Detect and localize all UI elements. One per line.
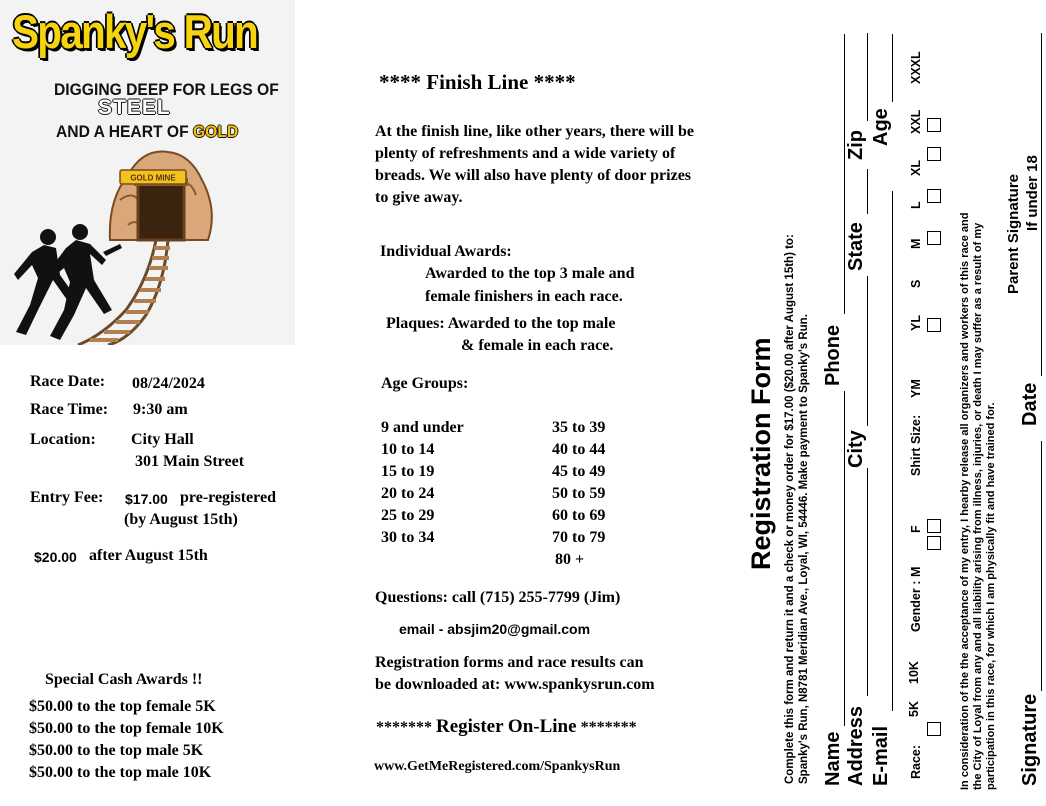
age-group-item: 9 and under — [381, 419, 464, 436]
plaques-line-2: & female in each race. — [461, 337, 614, 354]
register-stars-right: ******* — [580, 719, 637, 736]
signature-line[interactable] — [1041, 441, 1042, 691]
waiver-line: participation in this race, for which I am physically fit and have trained for. — [985, 402, 997, 790]
download-line-1: Registration forms and race results can — [375, 654, 644, 671]
state-field-line[interactable] — [867, 169, 868, 214]
age-field-line[interactable] — [892, 34, 893, 102]
waiver-line: the City of Loyal from any and all liability arising from illness, injuries, or death I may suffer as a result of my — [972, 222, 984, 790]
email-field-label: E-mail — [870, 725, 892, 786]
race-date-label: Race Date: — [30, 373, 106, 390]
individual-awards-line-1: Awarded to the top 3 male and — [425, 265, 635, 282]
shirt-size-checkbox[interactable] — [927, 318, 941, 332]
address-field-line[interactable] — [867, 468, 868, 696]
special-award-item: $50.00 to the top female 5K — [29, 698, 216, 715]
age-group-item: 30 to 34 — [381, 529, 435, 546]
shirt-size-checkbox[interactable] — [927, 189, 941, 203]
register-stars-left: ******* — [376, 719, 432, 736]
gender-m-checkbox[interactable] — [927, 536, 941, 550]
age-group-item: 45 to 49 — [552, 463, 606, 480]
entry-fee-note: (by August 15th) — [124, 511, 238, 528]
gender-f-label: F — [909, 525, 923, 533]
shirt-size-checkbox[interactable] — [927, 231, 941, 245]
individual-awards-line-2: female finishers in each race. — [425, 288, 623, 305]
race-time-value: 9:30 am — [133, 401, 188, 418]
gender-f-checkbox[interactable] — [927, 519, 941, 533]
race-10k-label: 10K — [907, 661, 921, 684]
late-fee-text: after August 15th — [89, 547, 208, 564]
race-date-value: 08/24/2024 — [132, 375, 205, 392]
age-group-item: 10 to 14 — [381, 441, 435, 458]
gender-m-label: M — [909, 566, 923, 577]
race-time-label: Race Time: — [30, 401, 109, 418]
name-field-label: Name — [822, 731, 844, 786]
late-fee-amount: $20.00 — [34, 549, 77, 565]
parent-signature-line[interactable] — [1041, 33, 1042, 296]
signature-label: Signature — [1019, 693, 1041, 786]
shirt-size-label: Shirt Size: — [909, 414, 923, 476]
gender-label: Gender : — [909, 580, 923, 632]
logo-gold: GOLD — [193, 122, 239, 141]
age-group-item: 15 to 19 — [381, 463, 435, 480]
logo-panel — [0, 0, 295, 345]
city-field-line[interactable] — [867, 276, 868, 426]
special-award-item: $50.00 to the top male 5K — [29, 742, 204, 759]
shirt-size-m: M — [909, 238, 923, 249]
finish-line-paragraph: At the finish line, like other years, there will be plenty of refreshments and a wide variety of breads. We will also have plenty of door prizes to give away. — [375, 123, 694, 206]
shirt-size-yl: YL — [909, 315, 923, 331]
gold-mine-runners-illustration — [8, 140, 293, 345]
waiver-text — [959, 213, 998, 790]
entry-fee-text: pre-registered — [180, 489, 276, 506]
shirt-size-checkbox[interactable] — [927, 147, 941, 161]
register-online-heading — [376, 716, 637, 738]
waiver-line: In consideration of the the acceptance of my entry, I hearby release all organizers and workers of this race and — [959, 212, 971, 790]
date-label: Date — [1019, 382, 1041, 426]
download-line-2[interactable]: be downloaded at: www.spankysrun.com — [375, 676, 655, 693]
age-group-item: 20 to 24 — [381, 485, 435, 502]
location-line-2: 301 Main Street — [135, 453, 245, 470]
shirt-size-xxl: XXL — [909, 109, 923, 134]
logo-steel: STEEL — [98, 96, 171, 119]
age-field-label: Age — [870, 108, 892, 146]
age-group-item: 25 to 29 — [381, 507, 435, 524]
logo-tagline-2 — [56, 122, 238, 142]
shirt-size-s: S — [909, 279, 923, 288]
email-field-line[interactable] — [892, 191, 893, 711]
shirt-size-xl: XL — [909, 160, 923, 176]
plaques-line-1: Plaques: Awarded to the top male — [386, 315, 616, 332]
special-awards-title: Special Cash Awards !! — [45, 671, 203, 688]
registration-form-title: Registration Form — [746, 337, 776, 570]
location-line-1: City Hall — [131, 431, 194, 448]
shirt-size-checkbox[interactable] — [927, 118, 941, 132]
finish-line-title: **** Finish Line **** — [379, 70, 576, 94]
parent-signature-label: Parent Signature — [1005, 173, 1022, 294]
entry-fee-label: Entry Fee: — [30, 489, 104, 506]
logo-tagline-2-prefix: AND A HEART OF — [56, 122, 189, 141]
instructions-line-1: Complete this form and return it and a check or money order for $17.00 ($20.00 after August 15th) to: — [784, 234, 796, 784]
race-5k-label: 5K — [907, 701, 921, 717]
shirt-size-ym: YM — [909, 379, 923, 398]
register-online-label: Register On-Line — [436, 716, 577, 737]
zip-field-line[interactable] — [867, 33, 868, 121]
date-line[interactable] — [1041, 296, 1042, 376]
individual-awards-label: Individual Awards: — [380, 243, 512, 260]
phone-field-label: Phone — [822, 324, 844, 386]
location-label: Location: — [30, 431, 96, 448]
zip-field-label: Zip — [845, 130, 867, 160]
registration-instructions — [783, 234, 811, 784]
special-award-item: $50.00 to the top male 10K — [29, 764, 212, 781]
questions-line: Questions: call (715) 255-7799 (Jim) — [375, 589, 621, 606]
instructions-line-2: Spanky's Run, N8781 Meridian Ave., Loyal, WI, 54446. Make payment to Spanky's Run. — [798, 314, 810, 784]
age-group-item: 70 to 79 — [552, 529, 606, 546]
phone-field-line[interactable] — [844, 34, 845, 314]
age-groups-title: Age Groups: — [381, 375, 469, 392]
race-label: Race: — [909, 744, 923, 779]
race-5k-checkbox[interactable] — [927, 722, 941, 736]
logo-title: Spanky's Run — [12, 5, 258, 58]
state-field-label: State — [845, 222, 867, 271]
mine-sign-text: GOLD MINE — [130, 173, 176, 183]
address-field-label: Address — [845, 705, 867, 786]
contact-email[interactable]: email - absjim20@gmail.com — [399, 621, 591, 637]
shirt-size-l: L — [909, 201, 923, 209]
under-18-label: If under 18 — [1024, 155, 1041, 231]
registration-form — [739, 31, 1046, 806]
special-award-item: $50.00 to the top female 10K — [29, 720, 224, 737]
city-field-label: City — [845, 430, 867, 468]
age-group-item: 80 + — [555, 551, 585, 568]
age-group-item: 60 to 69 — [552, 507, 606, 524]
age-group-item: 50 to 59 — [552, 485, 606, 502]
entry-fee-amount: $17.00 — [125, 491, 168, 507]
age-group-item: 35 to 39 — [552, 419, 606, 436]
register-online-url[interactable]: www.GetMeRegistered.com/SpankysRun — [374, 759, 621, 774]
shirt-size-xxxl: XXXL — [909, 51, 923, 84]
logo-tagline-1: DIGGING DEEP FOR LEGS OF — [54, 80, 279, 99]
age-group-item: 40 to 44 — [552, 441, 606, 458]
